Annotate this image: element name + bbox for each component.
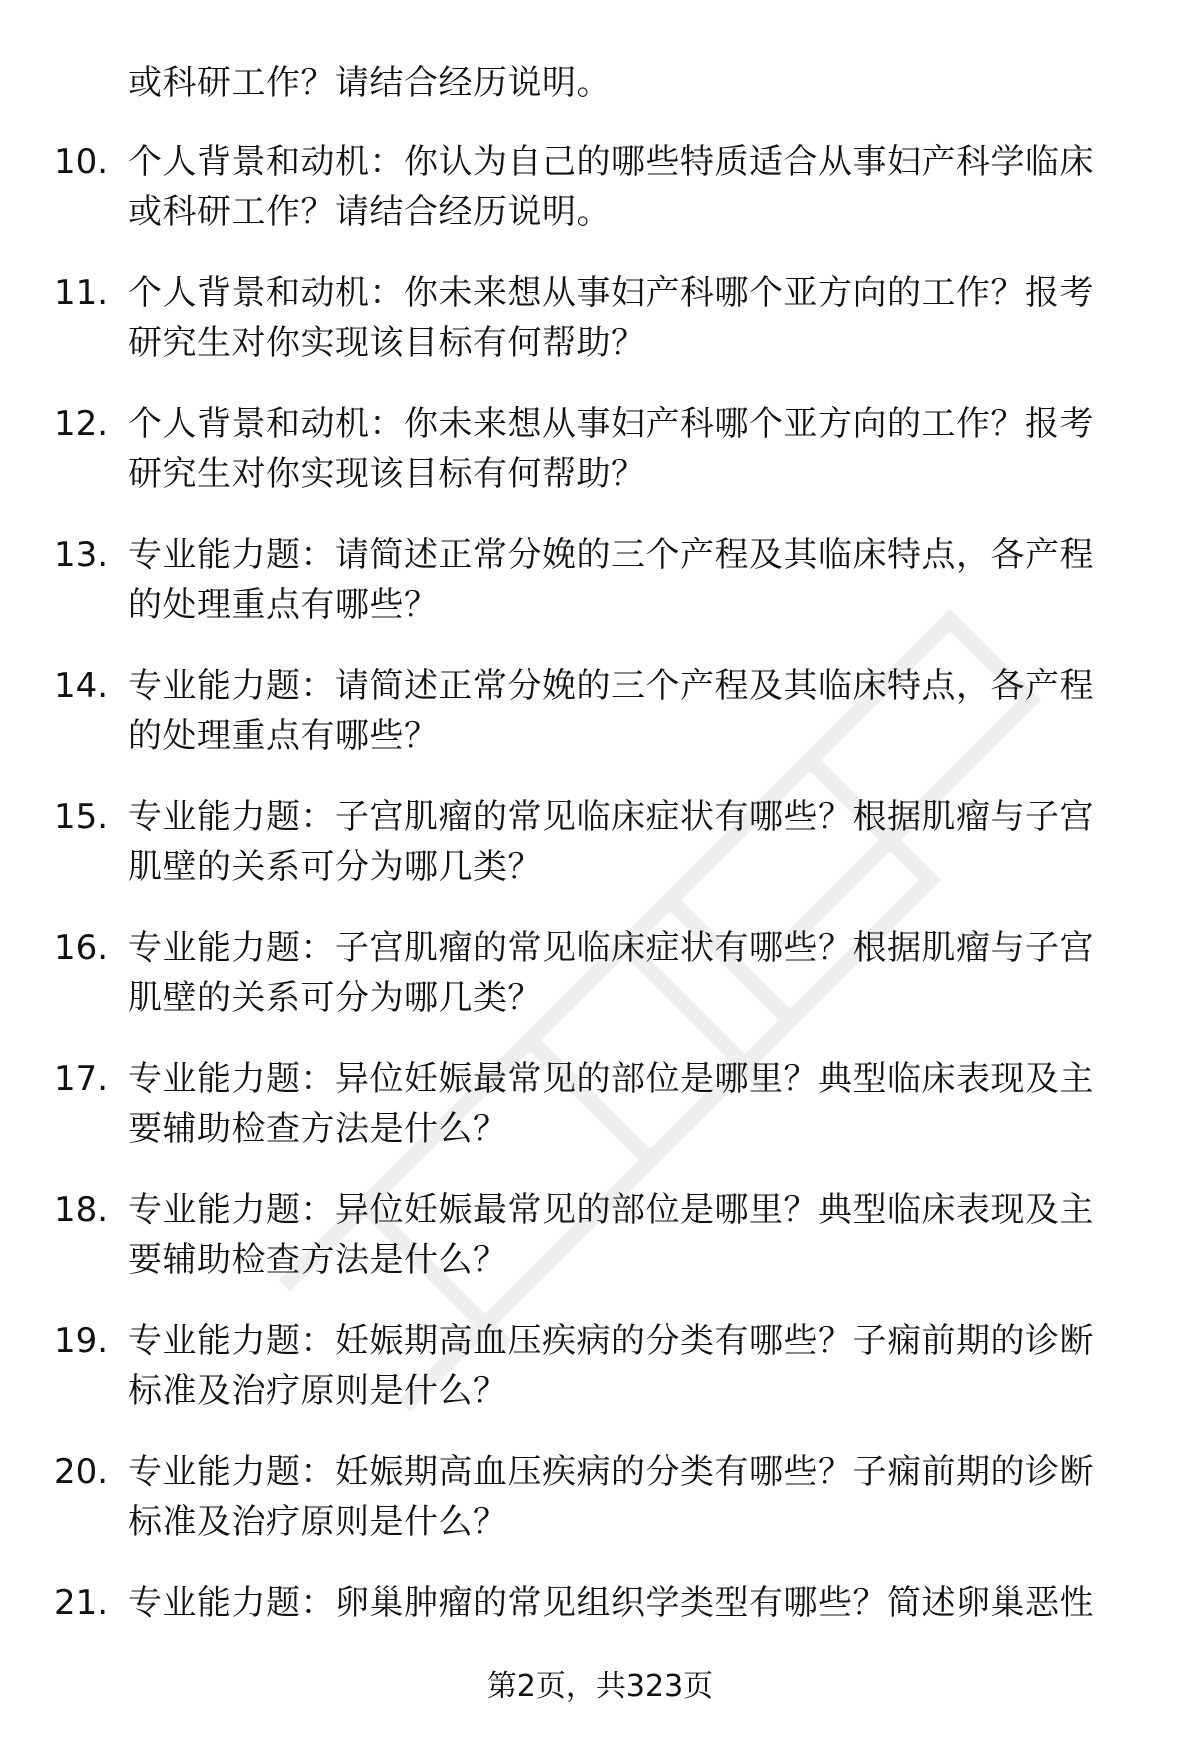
question-item — [0, 1054, 1200, 1185]
question-item — [0, 268, 1200, 399]
question-item — [0, 923, 1200, 1054]
question-line: 要辅助检查方法是什么？ — [128, 1240, 508, 1280]
question-item — [0, 661, 1200, 792]
question-text — [128, 923, 1138, 1023]
question-item — [0, 1447, 1200, 1578]
question-line: 标准及治疗原则是什么？ — [128, 1371, 508, 1411]
question-number: 14. — [54, 666, 109, 706]
question-number: 12. — [54, 404, 109, 444]
question-list — [0, 137, 1200, 1709]
question-line: 专业能力题：卵巢肿瘤的常见组织学类型有哪些？简述卵巢恶性 — [128, 1583, 1094, 1623]
question-line: 肌壁的关系可分为哪几类？ — [128, 978, 542, 1018]
question-item — [0, 1316, 1200, 1447]
question-line: 专业能力题：妊娠期高血压疾病的分类有哪些？子痫前期的诊断 — [128, 1452, 1094, 1492]
question-number: 10. — [54, 142, 109, 182]
question-text — [128, 137, 1138, 237]
question-line: 肌壁的关系可分为哪几类？ — [128, 847, 542, 887]
question-text — [128, 1578, 1138, 1628]
question-line: 研究生对你实现该目标有何帮助？ — [128, 454, 646, 494]
question-text — [128, 1447, 1138, 1547]
question-number: 15. — [54, 797, 109, 837]
question-item — [0, 1185, 1200, 1316]
question-item — [0, 137, 1200, 268]
question-text — [128, 530, 1138, 630]
question-line: 个人背景和动机：你未来想从事妇产科哪个亚方向的工作？报考 — [128, 273, 1094, 313]
question-text — [128, 268, 1138, 368]
question-number: 16. — [54, 928, 109, 968]
question-item — [0, 792, 1200, 923]
page-number-footer: 第2页，共323页 — [486, 1669, 714, 1704]
question-line: 专业能力题：子宫肌瘤的常见临床症状有哪些？根据肌瘤与子宫 — [128, 928, 1094, 968]
question-line: 要辅助检查方法是什么？ — [128, 1109, 508, 1149]
question-text — [128, 1054, 1138, 1154]
question-line: 专业能力题：妊娠期高血压疾病的分类有哪些？子痫前期的诊断 — [128, 1321, 1094, 1361]
question-number: 18. — [54, 1190, 109, 1230]
question-text — [128, 792, 1138, 892]
question-text — [128, 1316, 1138, 1416]
question-number: 11. — [54, 273, 109, 313]
question-number: 13. — [54, 535, 109, 575]
question-line: 研究生对你实现该目标有何帮助？ — [128, 323, 646, 363]
question-line: 专业能力题：请简述正常分娩的三个产程及其临床特点，各产程 — [128, 666, 1094, 706]
question-line: 专业能力题：异位妊娠最常见的部位是哪里？典型临床表现及主 — [128, 1190, 1094, 1230]
question-number: 17. — [54, 1059, 109, 1099]
question-line: 个人背景和动机：你未来想从事妇产科哪个亚方向的工作？报考 — [128, 404, 1094, 444]
question-line: 专业能力题：异位妊娠最常见的部位是哪里？典型临床表现及主 — [128, 1059, 1094, 1099]
question-text — [128, 399, 1138, 499]
question-item — [0, 399, 1200, 530]
question-text — [128, 1185, 1138, 1285]
question-text — [128, 661, 1138, 761]
question-line: 或科研工作？请结合经历说明。 — [128, 192, 611, 232]
continued-question-text: 或科研工作？请结合经历说明。 — [128, 63, 611, 103]
question-line: 的处理重点有哪些？ — [128, 716, 439, 756]
question-number: 21. — [54, 1583, 109, 1623]
question-line: 专业能力题：请简述正常分娩的三个产程及其临床特点，各产程 — [128, 535, 1094, 575]
question-line: 专业能力题：子宫肌瘤的常见临床症状有哪些？根据肌瘤与子宫 — [128, 797, 1094, 837]
question-item — [0, 530, 1200, 661]
question-line: 个人背景和动机：你认为自己的哪些特质适合从事妇产科学临床 — [128, 142, 1094, 182]
question-number: 19. — [54, 1321, 109, 1361]
question-line: 的处理重点有哪些？ — [128, 585, 439, 625]
question-number: 20. — [54, 1452, 109, 1492]
question-line: 标准及治疗原则是什么？ — [128, 1502, 508, 1542]
